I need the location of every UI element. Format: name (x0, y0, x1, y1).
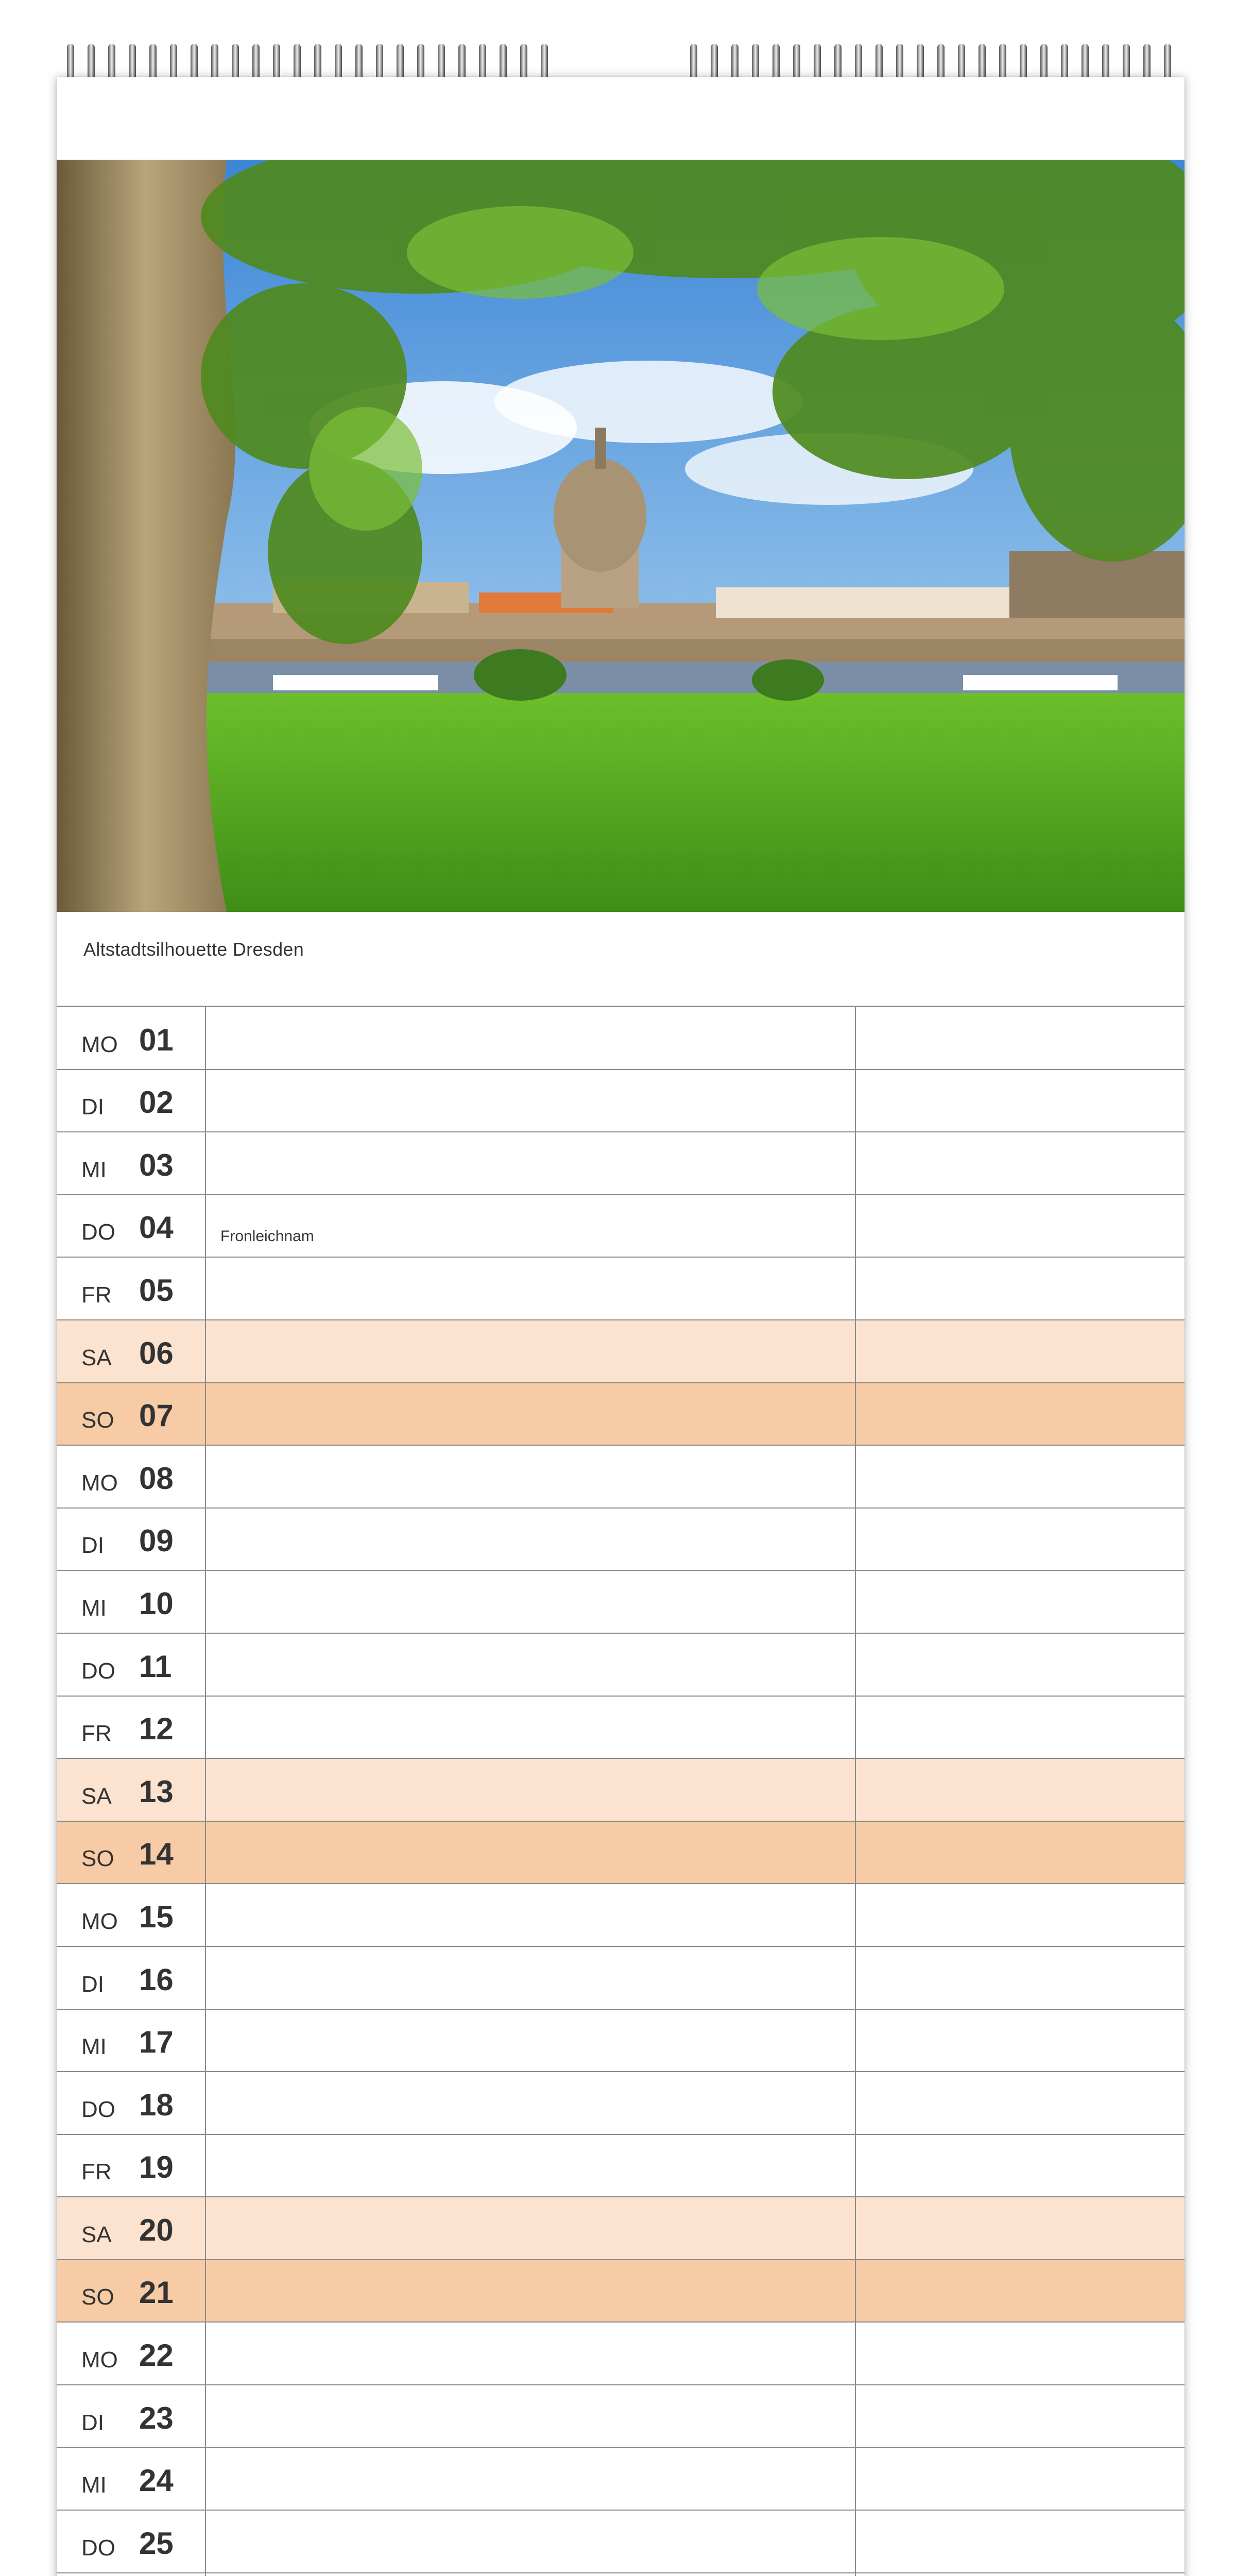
day-number: 21 (139, 2275, 174, 2310)
date-cell (57, 1195, 206, 1257)
date-cell (57, 2323, 206, 2384)
day-number: 08 (139, 1461, 174, 1496)
day-number: 07 (139, 1398, 174, 1433)
day-number: 14 (139, 1837, 174, 1872)
day-number: 10 (139, 1586, 174, 1621)
column-divider (855, 1697, 856, 1758)
day-number: 19 (139, 2150, 174, 2185)
day-row (57, 2511, 1184, 2573)
column-divider (855, 1509, 856, 1570)
day-row (57, 1697, 1184, 1759)
date-cell (57, 1383, 206, 1445)
day-row (57, 1132, 1184, 1195)
weekday-label: SO (81, 2284, 114, 2310)
column-divider (855, 2448, 856, 2510)
day-row (57, 2197, 1184, 2260)
day-number: 17 (139, 2025, 174, 2060)
weekday-label: SA (81, 1783, 112, 1809)
day-row (57, 1634, 1184, 1697)
day-number: 01 (139, 1022, 174, 1057)
date-cell (57, 2260, 206, 2322)
date-cell (57, 2448, 206, 2510)
day-number: 20 (139, 2212, 174, 2247)
date-cell (57, 1759, 206, 1821)
column-divider (855, 1383, 856, 1445)
weekday-label: MO (81, 2347, 118, 2373)
day-number: 22 (139, 2338, 174, 2373)
day-row (57, 2260, 1184, 2323)
day-number: 25 (139, 2526, 174, 2561)
date-cell (57, 2135, 206, 2197)
date-cell (57, 1884, 206, 1946)
column-divider (855, 2385, 856, 2447)
weekday-label: SA (81, 1345, 112, 1370)
weekday-label: SA (81, 2222, 112, 2247)
column-divider (855, 2511, 856, 2572)
weekday-label: DO (81, 1219, 115, 1245)
date-cell (57, 1446, 206, 1507)
date-cell (57, 2197, 206, 2259)
day-row (57, 1884, 1184, 1947)
date-cell (57, 2511, 206, 2572)
date-cell (57, 1070, 206, 1132)
day-number: 03 (139, 1147, 174, 1182)
column-divider (855, 2573, 856, 2576)
column-divider (855, 1759, 856, 1821)
weekday-label: MI (81, 1157, 107, 1182)
weekday-label: SO (81, 1408, 114, 1433)
column-divider (855, 1320, 856, 1382)
day-number: 16 (139, 1962, 174, 1997)
day-number: 02 (139, 1085, 174, 1120)
date-cell (57, 1697, 206, 1758)
column-divider (855, 1195, 856, 1257)
date-cell (57, 1822, 206, 1884)
date-cell (57, 1509, 206, 1570)
date-cell (57, 1947, 206, 2009)
column-divider (855, 1947, 856, 2009)
day-row (57, 1195, 1184, 1258)
day-row (57, 1759, 1184, 1822)
weekday-label: MI (81, 2472, 107, 2498)
day-row (57, 1070, 1184, 1133)
day-row (57, 2072, 1184, 2135)
photo-dresden-skyline (57, 160, 1184, 912)
date-cell (57, 1571, 206, 1633)
column-divider (855, 1884, 856, 1946)
day-list (57, 1006, 1184, 2576)
date-cell (57, 2072, 206, 2134)
column-divider (855, 1446, 856, 1507)
weekday-label: DO (81, 2535, 115, 2561)
day-number: 18 (139, 2087, 174, 2122)
column-divider (855, 2323, 856, 2384)
day-number: 12 (139, 1711, 174, 1747)
weekday-label: MI (81, 1595, 107, 1621)
weekday-label: FR (81, 1282, 112, 1308)
day-row (57, 1446, 1184, 1509)
day-row (57, 2385, 1184, 2448)
column-divider (855, 2135, 856, 2197)
day-number: 09 (139, 1523, 174, 1558)
day-row (57, 1258, 1184, 1320)
date-cell (57, 1007, 206, 1069)
day-row (57, 2010, 1184, 2073)
column-divider (855, 1634, 856, 1696)
weekday-label: SO (81, 1846, 114, 1872)
weekday-label: MO (81, 1908, 118, 1934)
day-row (57, 2448, 1184, 2511)
column-divider (855, 1007, 856, 1069)
weekday-label: MI (81, 2034, 107, 2060)
weekday-label: DI (81, 2410, 104, 2435)
day-number: 23 (139, 2400, 174, 2435)
column-divider (855, 2260, 856, 2322)
weekday-label: DI (81, 1533, 104, 1558)
column-divider (855, 2197, 856, 2259)
day-row (57, 1007, 1184, 1070)
column-divider (855, 1132, 856, 1194)
date-cell (57, 2385, 206, 2447)
day-number: 06 (139, 1335, 174, 1370)
calendar-page (57, 77, 1184, 2576)
day-number: 11 (139, 1649, 172, 1684)
day-row (57, 1509, 1184, 1571)
day-number: 24 (139, 2463, 174, 2498)
column-divider (855, 2072, 856, 2134)
weekday-label: MO (81, 1031, 118, 1057)
day-row (57, 1822, 1184, 1885)
day-number: 05 (139, 1273, 174, 1308)
day-number: 15 (139, 1899, 174, 1934)
weekday-label: DI (81, 1971, 104, 1997)
weekday-label: FR (81, 1721, 112, 1747)
day-number: 04 (139, 1210, 174, 1245)
day-row (57, 1383, 1184, 1446)
date-cell (57, 1258, 206, 1319)
weekday-label: DO (81, 2096, 115, 2122)
weekday-label: DO (81, 1658, 115, 1684)
column-divider (855, 1070, 856, 1132)
day-row (57, 2573, 1184, 2576)
weekday-label: FR (81, 2159, 112, 2185)
weekday-label: DI (81, 1094, 104, 1120)
date-cell (57, 2010, 206, 2072)
day-row (57, 1571, 1184, 1634)
day-row (57, 2323, 1184, 2385)
day-row (57, 1320, 1184, 1383)
day-row (57, 1947, 1184, 2010)
date-cell (57, 1634, 206, 1696)
weekday-label: MO (81, 1470, 118, 1496)
column-divider (855, 1571, 856, 1633)
day-row (57, 2135, 1184, 2198)
photo-caption: Altstadtsilhouette Dresden (83, 939, 304, 960)
column-divider (855, 2010, 856, 2072)
date-cell (57, 1320, 206, 1382)
holiday-note: Fronleichnam (220, 1228, 314, 1245)
column-divider (855, 1822, 856, 1884)
day-number: 13 (139, 1774, 174, 1809)
landscape-photo-icon (57, 160, 1184, 912)
column-divider (855, 1258, 856, 1319)
date-cell (57, 2573, 206, 2576)
date-cell (57, 1132, 206, 1194)
